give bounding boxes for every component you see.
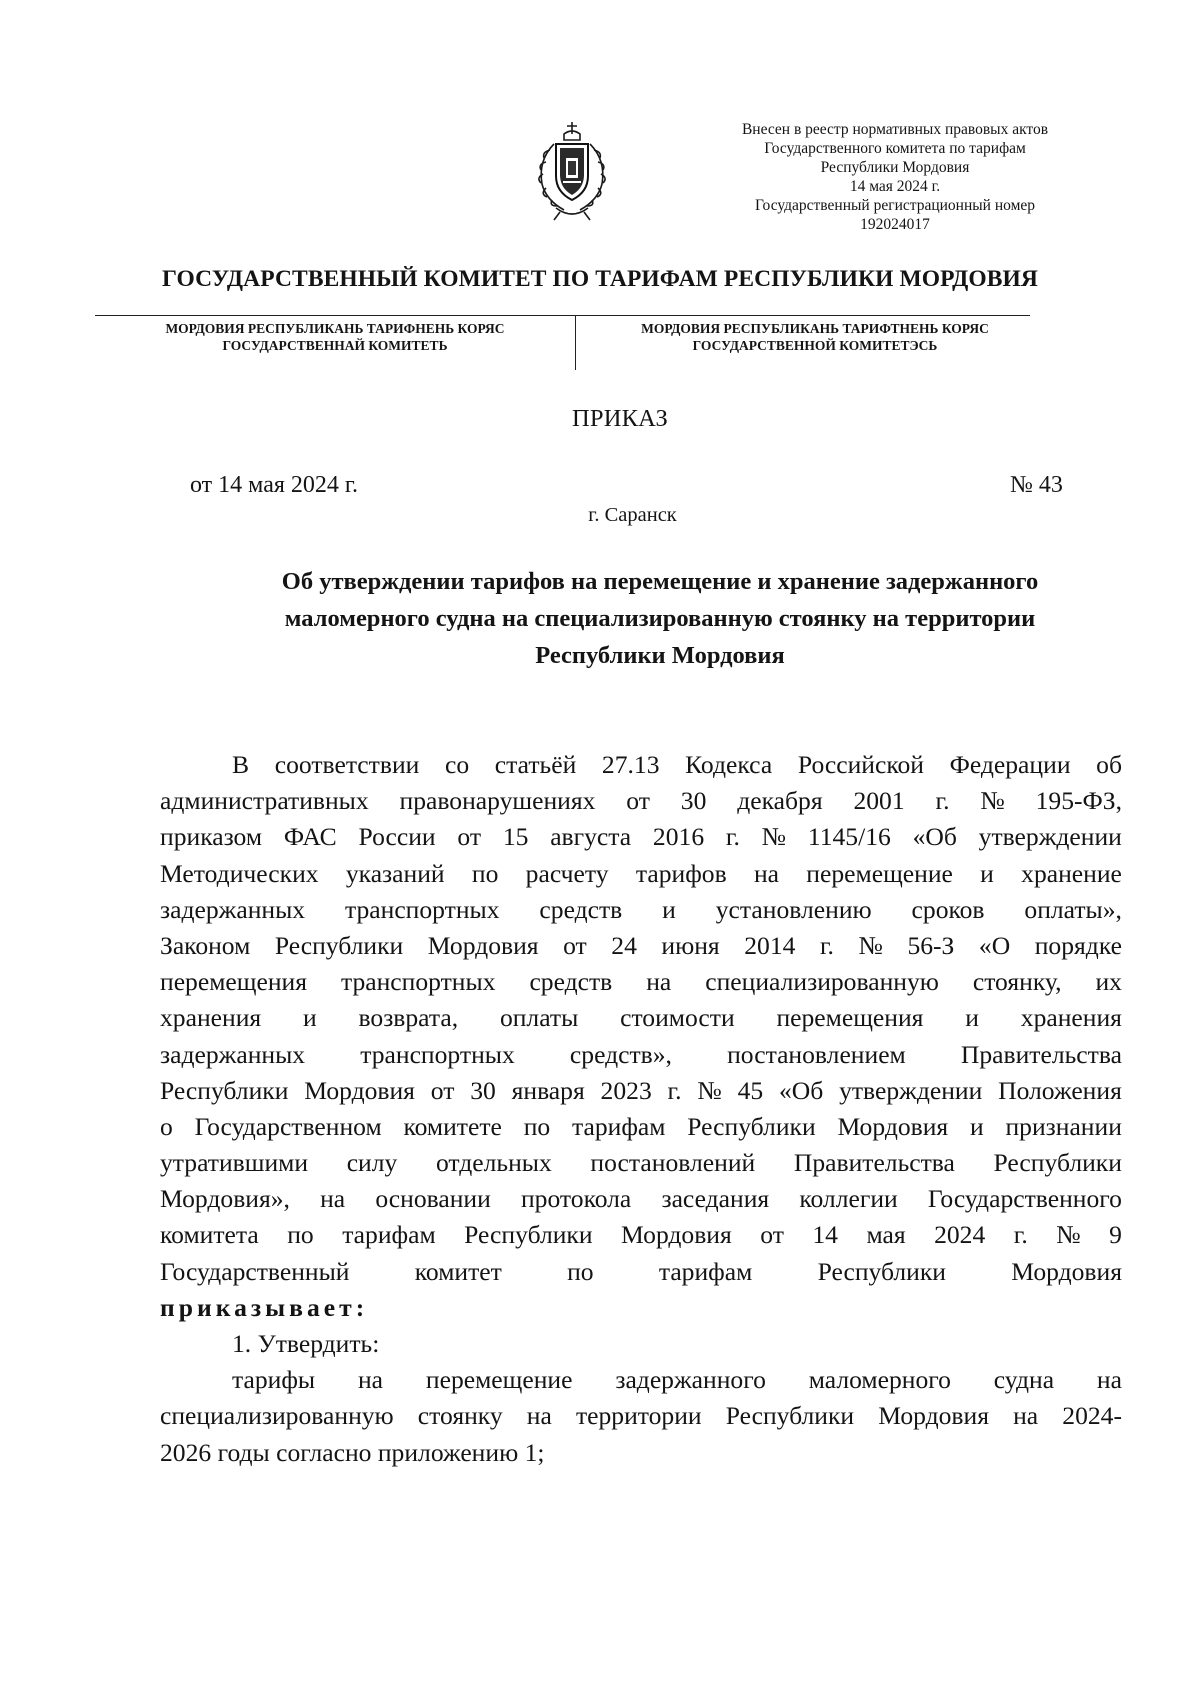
body-word: по <box>523 1111 551 1141</box>
body-word: Законом <box>160 930 251 960</box>
registry-note <box>690 120 1100 234</box>
body-line <box>160 1145 1122 1181</box>
committee-name-moksha <box>110 320 560 354</box>
body-word: 45 <box>737 1075 764 1105</box>
body-word: Республики <box>464 1220 593 1250</box>
registry-line: Государственный регистрационный номер <box>754 197 1036 214</box>
body-word: территории <box>575 1401 702 1431</box>
body-word: со <box>444 750 470 779</box>
registry-line: Государственного комитета по тарифам <box>764 140 1026 157</box>
body-word: транспортных <box>360 1039 515 1069</box>
committee-name-erzya <box>590 320 1040 354</box>
body-word: и <box>969 1111 984 1141</box>
body-line <box>160 1181 1122 1217</box>
body-word: стоянку, <box>972 967 1062 997</box>
body-line-last <box>160 1435 1122 1471</box>
order-heading: ПРИКАЗ <box>572 405 668 432</box>
body-word: соответствии <box>274 750 420 779</box>
body-word: на <box>753 858 780 888</box>
body-word: основании <box>375 1184 491 1214</box>
body-word: 2023 <box>600 1075 652 1105</box>
body-word: специализированную <box>160 1401 394 1431</box>
body-word: 2024 <box>934 1220 986 1250</box>
body-word: хранения <box>1020 1003 1122 1033</box>
body-word: об <box>1096 750 1122 779</box>
body-word: Мордовия <box>878 1401 989 1431</box>
orders-word: приказывает: <box>160 1292 369 1322</box>
body-word: перемещение <box>806 858 953 888</box>
body-word: возврата, <box>358 1003 459 1033</box>
body-word: Государственный <box>160 1256 350 1286</box>
body-word: Мордовия <box>837 1111 949 1141</box>
body-word: признании <box>1005 1111 1122 1141</box>
body-word: Республики <box>817 1256 946 1286</box>
body-word: 56-З <box>907 930 955 960</box>
body-word: перемещения <box>160 967 308 997</box>
registry-line: 14 мая 2024 г. <box>849 178 941 195</box>
body-word: средств <box>539 894 623 924</box>
body-word: декабря <box>737 786 823 816</box>
committee-name-moksha-line: МОРДОВИЯ РЕСПУБЛИКАНЬ ТАРИФНЕНЬ КОРЯС <box>165 321 505 336</box>
body-word: приказом <box>160 822 263 852</box>
item-1-line <box>160 1326 1122 1362</box>
body-word: стоимости <box>620 1003 735 1033</box>
body-line <box>160 892 1122 928</box>
header-vertical-divider <box>575 316 576 370</box>
body-word: 27.13 <box>601 750 660 779</box>
document-title-line: маломерного судна на специализированную стоянку на территории <box>284 605 1036 632</box>
body-word: оплаты», <box>1024 894 1122 924</box>
body-word: от <box>760 1220 784 1250</box>
body-word: от <box>563 930 587 960</box>
body-word: перемещения <box>776 1003 924 1033</box>
body-word: по <box>567 1256 594 1286</box>
registry-line: Внесен в реестр нормативных правовых актов <box>741 121 1049 138</box>
item-1: 1. Утвердить: <box>232 1329 380 1358</box>
registry-line: 192024017 <box>860 216 930 233</box>
body-word: 14 <box>812 1220 838 1250</box>
body-line <box>160 1000 1122 1036</box>
body-word: Республики <box>687 1111 816 1141</box>
body-word: Мордовия <box>1011 1256 1122 1286</box>
order-number: № 43 <box>1010 472 1063 498</box>
body-word: г. <box>1013 1220 1028 1250</box>
body-word: и <box>965 1003 979 1033</box>
body-word: на <box>1013 1401 1039 1431</box>
body-word: № <box>697 1075 722 1105</box>
committee-title: ГОСУДАРСТВЕННЫЙ КОМИТЕТ ПО ТАРИФАМ РЕСПУБЛИКИ МОРДОВИЯ <box>162 266 1038 292</box>
body-word: августа <box>550 822 632 852</box>
body-word: Российской <box>797 750 924 779</box>
body-word: тарифы <box>232 1365 316 1395</box>
body-word: от <box>626 786 650 816</box>
body-word: специализированную <box>705 967 939 997</box>
body-word: 24 <box>611 930 637 960</box>
body-word: задержанного <box>615 1365 766 1395</box>
committee-name-moksha-line: ГОСУДАРСТВЕННАЙ КОМИТЕТЬ <box>222 338 448 353</box>
body-word: № <box>858 930 883 960</box>
body-word: Мордовия <box>621 1220 732 1250</box>
body-word: комитете <box>403 1111 502 1141</box>
body-word: России <box>358 822 436 852</box>
body-word: судна <box>993 1365 1055 1395</box>
committee-name-erzya-line: ГОСУДАРСТВЕННОЙ КОМИТЕТЭСЬ <box>692 338 938 353</box>
body-word: задержанных <box>160 1039 306 1069</box>
body-word: на <box>320 1184 346 1214</box>
body-line <box>160 783 1122 819</box>
body-word: Правительства <box>960 1039 1122 1069</box>
body-word: на <box>1096 1365 1122 1395</box>
body-word: утверждении <box>978 822 1122 852</box>
body-line <box>160 819 1122 855</box>
body-word: июня <box>661 930 720 960</box>
body-word: № <box>761 822 787 852</box>
body-word: 15 <box>502 822 529 852</box>
body-word: тарифам <box>342 1220 436 1250</box>
body-word: транспортных <box>344 894 500 924</box>
body-word: 30 <box>680 786 707 816</box>
body-word: г. <box>819 930 834 960</box>
body-word: Федерации <box>949 750 1071 779</box>
body-word: января <box>511 1075 585 1105</box>
body-word: Республики <box>274 930 404 960</box>
body-word: их <box>1095 967 1122 997</box>
document-body <box>160 747 1122 1471</box>
body-word: 2001 <box>853 786 905 816</box>
body-word: 195-ФЗ, <box>1035 786 1122 816</box>
body-word: «О <box>978 930 1011 960</box>
body-word: Положения <box>998 1075 1122 1105</box>
body-word: и <box>980 858 994 888</box>
body-line <box>160 1037 1122 1073</box>
body-word: хранение <box>1021 858 1122 888</box>
body-word: Мордовия <box>427 930 539 960</box>
body-word: 2016 <box>652 822 705 852</box>
body-word: 30 <box>470 1075 496 1105</box>
document-title-line: Республики Мордовия <box>535 642 785 669</box>
body-word: правонарушениях <box>399 786 596 816</box>
body-word: сроков <box>911 894 985 924</box>
body-word: Кодекса <box>685 750 773 779</box>
body-line <box>160 964 1122 1000</box>
body-word: транспортных <box>340 967 496 997</box>
body-word: В <box>232 750 250 779</box>
body-word: на <box>526 1401 552 1431</box>
body-word: протокола <box>520 1184 632 1214</box>
body-word: 2014 <box>744 930 796 960</box>
body-word: г. <box>725 822 740 852</box>
order-city: г. Саранск <box>588 504 677 526</box>
registry-line: Республики Мордовия <box>820 159 970 176</box>
body-word: указаний <box>345 858 445 888</box>
body-line <box>160 1254 1122 1290</box>
body-word: и <box>302 1003 317 1033</box>
body-word: Республики <box>725 1401 855 1431</box>
body-word: Мордовия <box>304 1075 415 1105</box>
order-date: от 14 мая 2024 г. <box>190 472 359 498</box>
body-word: Государственном <box>194 1111 382 1141</box>
orders-word-line <box>160 1290 1122 1326</box>
body-word: комитета <box>160 1220 259 1250</box>
body-word: 1145/16 <box>807 822 891 852</box>
body-word: и <box>662 894 676 924</box>
body-word: расчету <box>525 858 609 888</box>
document-title <box>160 563 1160 674</box>
body-word: Республики <box>993 1148 1122 1178</box>
body-word: г. <box>667 1075 682 1105</box>
body-word: о <box>160 1111 173 1141</box>
body-word: статьёй <box>494 750 577 779</box>
body-word: установлению <box>715 894 872 924</box>
body-word: Методических <box>160 858 319 888</box>
body-word: ФАС <box>283 822 337 852</box>
body-word: порядке <box>1034 930 1122 960</box>
body-line <box>160 1362 1122 1398</box>
body-word: средств <box>529 967 613 997</box>
body-word: перемещение <box>425 1365 573 1395</box>
body-line <box>160 856 1122 892</box>
body-word: комитет <box>414 1256 502 1286</box>
coat-of-arms-icon <box>524 120 620 224</box>
header-divider <box>95 315 1030 316</box>
body-word: тарифам <box>571 1111 666 1141</box>
body-word: от <box>430 1075 455 1105</box>
body-word: Республики <box>160 1075 289 1105</box>
body-line <box>160 928 1122 964</box>
body-word: постановлением <box>727 1039 906 1069</box>
body-word: «Об <box>912 822 957 852</box>
body-word: задержанных <box>160 894 306 924</box>
body-word: на <box>646 967 672 997</box>
body-word: хранения <box>160 1003 262 1033</box>
body-word: силу <box>346 1148 398 1178</box>
body-word: маломерного <box>808 1365 951 1395</box>
body-word: по <box>287 1220 314 1250</box>
body-word: отдельных <box>435 1148 552 1178</box>
body-word: оплаты <box>499 1003 579 1033</box>
body-word: № <box>980 786 1005 816</box>
body-word: тарифам <box>658 1256 753 1286</box>
body-word: административных <box>160 786 369 816</box>
body-word: коллегии <box>799 1184 898 1214</box>
body-line <box>160 747 1122 783</box>
body-word: Мордовия», <box>160 1184 290 1214</box>
body-word: г. <box>935 786 950 816</box>
body-word: 2024- <box>1062 1401 1122 1431</box>
body-word: № <box>1056 1220 1081 1250</box>
body-word: Правительства <box>793 1148 955 1178</box>
committee-name-erzya-line: МОРДОВИЯ РЕСПУБЛИКАНЬ ТАРИФТНЕНЬ КОРЯС <box>641 321 989 336</box>
document-title-line: Об утверждении тарифов на перемещение и хранение задержанного <box>281 568 1039 595</box>
body-word: утверждении <box>839 1075 983 1105</box>
body-line <box>160 1109 1122 1145</box>
body-word: на <box>357 1365 384 1395</box>
body-line-text: 2026 годы согласно приложению 1; <box>160 1437 545 1467</box>
body-word: постановлений <box>590 1148 756 1178</box>
body-line <box>160 1217 1122 1253</box>
body-word: стоянку <box>417 1401 503 1431</box>
body-word: заседания <box>661 1184 770 1214</box>
body-word: средств», <box>569 1039 672 1069</box>
body-line <box>160 1398 1122 1434</box>
body-word: по <box>471 858 499 888</box>
body-word: тарифов <box>635 858 727 888</box>
body-word: от <box>457 822 482 852</box>
body-word: мая <box>866 1220 906 1250</box>
body-word: утратившими <box>160 1148 309 1178</box>
body-word: «Об <box>778 1075 824 1105</box>
body-line <box>160 1073 1122 1109</box>
body-word: 9 <box>1109 1220 1122 1250</box>
body-word: Государственного <box>927 1184 1122 1214</box>
